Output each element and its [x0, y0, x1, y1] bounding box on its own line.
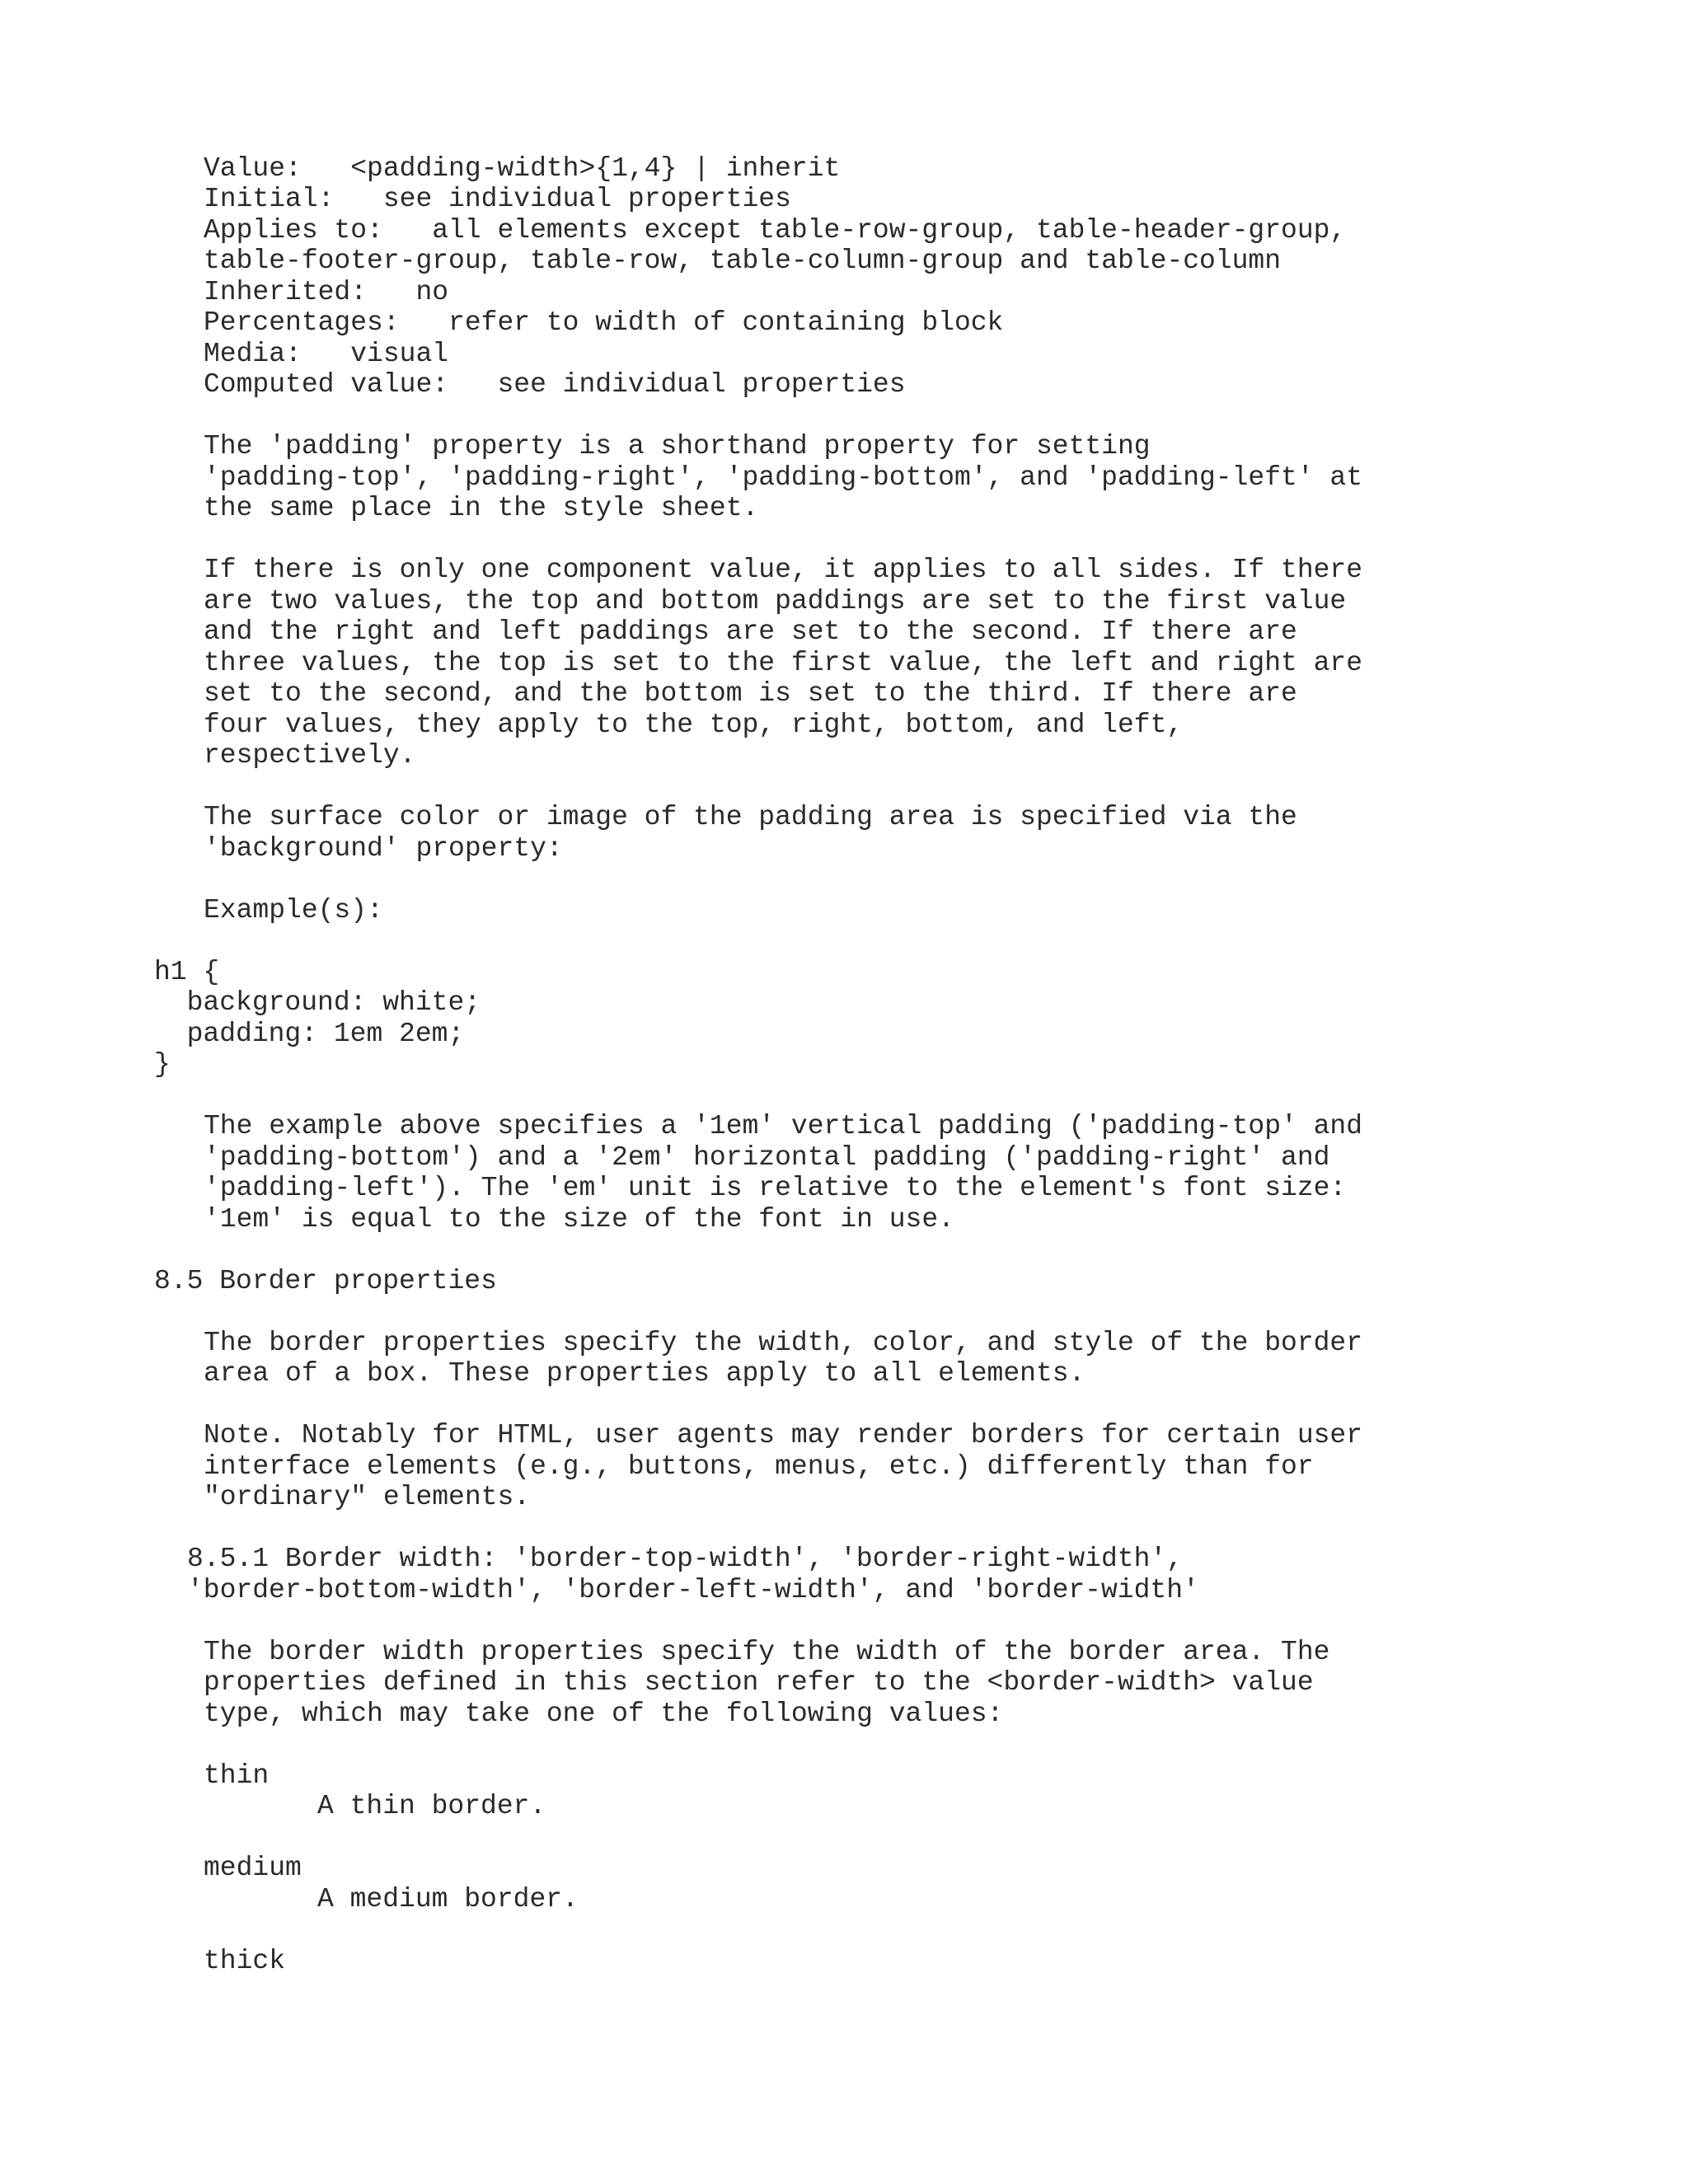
- paragraph-line: the same place in the style sheet.: [204, 493, 759, 523]
- paragraph-line: The border width properties specify the width of the border area. The: [204, 1637, 1330, 1667]
- paragraph-line: area of a box. These properties apply to all elements.: [204, 1358, 1085, 1389]
- property-applies-to-line: Applies to: all elements except table-row-group, table-header-group,: [204, 215, 1347, 246]
- definition-term: thin: [204, 1760, 270, 1791]
- paragraph-line: four values, they apply to the top, right, bottom, and left,: [204, 710, 1184, 740]
- paragraph-line: 'padding-top', 'padding-right', 'padding-bottom', and 'padding-left' at: [204, 462, 1363, 493]
- property-computed-value-line: Computed value: see individual properties: [204, 369, 906, 400]
- section-heading: 8.5 Border properties: [154, 1266, 497, 1296]
- note-line: "ordinary" elements.: [204, 1482, 531, 1512]
- code-line: }: [154, 1049, 171, 1080]
- subsection-heading-continuation: 'border-bottom-width', 'border-left-width', and 'border-width': [187, 1575, 1199, 1605]
- note-line: interface elements (e.g., buttons, menus, etc.) differently than for: [204, 1451, 1314, 1482]
- paragraph-line: 'padding-left'). The 'em' unit is relative to the element's font size:: [204, 1173, 1347, 1203]
- property-media-line: Media: visual: [204, 339, 449, 369]
- paragraph-line: 'background' property:: [204, 833, 563, 864]
- paragraph-line: and the right and left paddings are set to the second. If there are: [204, 616, 1297, 647]
- paragraph-line: three values, the top is set to the first value, the left and right are: [204, 648, 1363, 678]
- paragraph-line: The surface color or image of the padding area is specified via the: [204, 802, 1297, 832]
- property-value-line: Value: <padding-width>{1,4} | inherit: [204, 153, 841, 184]
- property-applies-to-continuation: table-footer-group, table-row, table-column-group and table-column: [204, 246, 1282, 276]
- property-percentages-line: Percentages: refer to width of containing block: [204, 307, 1004, 338]
- paragraph-line: The 'padding' property is a shorthand property for setting: [204, 431, 1151, 462]
- definition-term: medium: [204, 1853, 302, 1883]
- code-line: h1 {: [154, 957, 220, 987]
- paragraph-line: If there is only one component value, it applies to all sides. If there: [204, 555, 1363, 585]
- note-line: Note. Notably for HTML, user agents may render borders for certain user: [204, 1420, 1363, 1451]
- code-line: padding: 1em 2em;: [154, 1019, 465, 1049]
- paragraph-line: The border properties specify the width, color, and style of the border: [204, 1328, 1363, 1358]
- paragraph-line: type, which may take one of the following values:: [204, 1699, 1004, 1729]
- property-inherited-line: Inherited: no: [204, 277, 449, 307]
- paragraph-line: '1em' is equal to the size of the font in use.: [204, 1204, 954, 1235]
- property-initial-line: Initial: see individual properties: [204, 184, 791, 214]
- paragraph-line: properties defined in this section refer to the <border-width> value: [204, 1667, 1314, 1698]
- paragraph-line: are two values, the top and bottom paddings are set to the first value: [204, 586, 1347, 616]
- subsection-heading: 8.5.1 Border width: 'border-top-width', 'border-right-width',: [187, 1544, 1183, 1574]
- definition-description: A medium border.: [317, 1884, 579, 1915]
- code-line: background: white;: [154, 987, 481, 1018]
- example-label: Example(s):: [204, 895, 383, 926]
- paragraph-line: respectively.: [204, 740, 416, 771]
- paragraph-line: set to the second, and the bottom is set to the third. If there are: [204, 678, 1297, 709]
- definition-term: thick: [204, 1946, 286, 1976]
- paragraph-line: The example above specifies a '1em' vertical padding ('padding-top' and: [204, 1111, 1363, 1141]
- definition-description: A thin border.: [317, 1791, 546, 1821]
- paragraph-line: 'padding-bottom') and a '2em' horizontal padding ('padding-right' and: [204, 1142, 1330, 1173]
